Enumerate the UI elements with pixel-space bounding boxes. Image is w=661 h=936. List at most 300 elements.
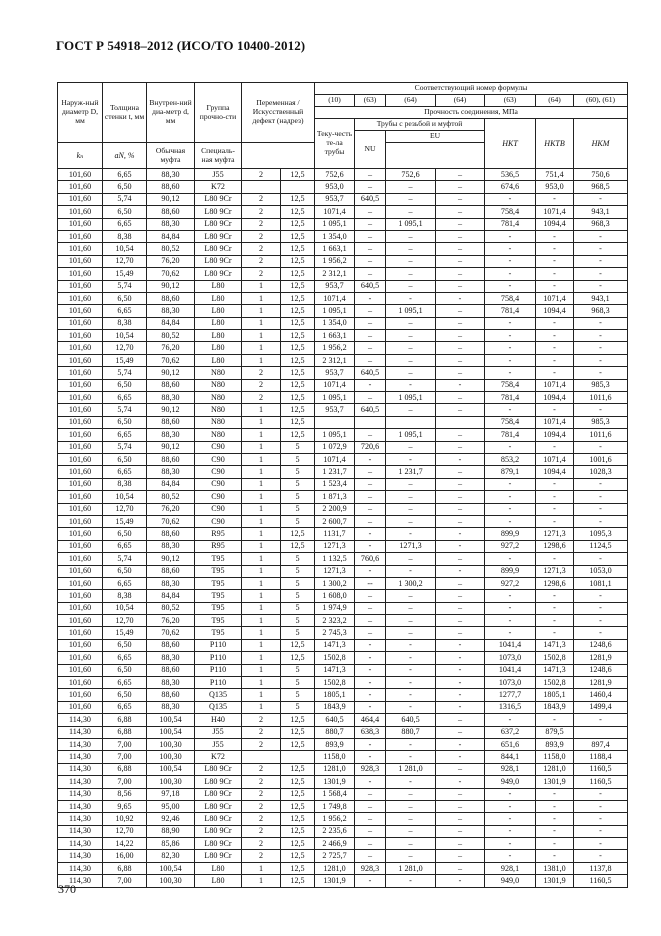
table-cell: 12,5 (281, 776, 315, 788)
table-cell: - (355, 689, 386, 701)
table-cell: - (574, 441, 628, 453)
table-cell: - (574, 243, 628, 255)
table-cell: – (386, 850, 436, 862)
table-cell: 844,1 (485, 751, 536, 763)
table-cell: 2 600,7 (315, 515, 355, 527)
table-cell: - (574, 825, 628, 837)
table-cell: R95 (195, 540, 242, 552)
table-cell: 5 (281, 491, 315, 503)
table-cell: – (386, 193, 436, 205)
header-threaded: Трубы с резьбой и муфтой (355, 119, 485, 131)
table-cell: 101,60 (58, 392, 103, 404)
table-cell: 76,20 (147, 255, 195, 267)
table-cell: - (436, 677, 485, 689)
table-cell: – (386, 503, 436, 515)
table-cell: 2 (242, 838, 281, 850)
table-cell: 1 095,1 (386, 429, 436, 441)
table-cell: 12,5 (281, 800, 315, 812)
table-cell: L80 (195, 280, 242, 292)
table-cell: 80,52 (147, 243, 195, 255)
table-cell: - (355, 528, 386, 540)
table-cell: 1 (242, 317, 281, 329)
table-cell: 1 663,1 (315, 243, 355, 255)
table-cell: - (386, 453, 436, 465)
table-cell: 101,60 (58, 652, 103, 664)
table-cell: 6,50 (103, 453, 147, 465)
table-cell: – (355, 169, 386, 181)
table-cell: 100,30 (147, 751, 195, 763)
table-cell: - (355, 701, 386, 713)
table-cell: 12,5 (281, 540, 315, 552)
table-cell: - (536, 714, 574, 726)
table-cell: T95 (195, 577, 242, 589)
table-cell: - (485, 255, 536, 267)
table-cell: 5 (281, 577, 315, 589)
table-cell: 1 095,1 (386, 305, 436, 317)
table-cell: 2 (242, 193, 281, 205)
table-row (58, 491, 628, 503)
table-cell: 100,30 (147, 776, 195, 788)
table-cell: – (436, 354, 485, 366)
table-cell: 1301,9 (536, 776, 574, 788)
table-cell: 1 095,1 (315, 392, 355, 404)
header-nu: NU (355, 131, 386, 169)
table-cell: 12,5 (281, 268, 315, 280)
table-row (58, 404, 628, 416)
table-cell: 1502,8 (536, 652, 574, 664)
table-cell: 1 956,2 (315, 255, 355, 267)
table-cell: - (355, 540, 386, 552)
table-cell: 101,60 (58, 701, 103, 713)
table-cell: 1071,4 (315, 206, 355, 218)
table-cell (281, 751, 315, 763)
table-cell: - (485, 788, 536, 800)
table-cell: Q135 (195, 701, 242, 713)
table-cell: 1 568,4 (315, 788, 355, 800)
table-cell: – (436, 342, 485, 354)
table-cell: 7,00 (103, 751, 147, 763)
table-cell: 758,4 (485, 379, 536, 391)
table-cell: 1 231,7 (386, 466, 436, 478)
table-cell: 1 (242, 491, 281, 503)
table-cell: 88,30 (147, 218, 195, 230)
table-cell: – (386, 800, 436, 812)
table-row (58, 243, 628, 255)
table-cell: 12,70 (103, 342, 147, 354)
table-cell: L80 9Cr (195, 850, 242, 862)
table-cell: 1248,6 (574, 664, 628, 676)
table-cell: 88,60 (147, 292, 195, 304)
table-cell: 76,20 (147, 503, 195, 515)
table-row (58, 354, 628, 366)
table-cell: - (386, 292, 436, 304)
table-cell: 953,7 (315, 367, 355, 379)
table-cell: 12,5 (281, 305, 315, 317)
table-cell: 101,60 (58, 478, 103, 490)
table-cell: – (355, 825, 386, 837)
table-cell: - (574, 615, 628, 627)
table-cell: 12,70 (103, 255, 147, 267)
table-cell: - (536, 553, 574, 565)
table-cell: – (355, 503, 386, 515)
formula-number: (64) (536, 95, 574, 107)
table-cell: 114,30 (58, 714, 103, 726)
table-cell: 6,88 (103, 862, 147, 874)
table-cell: 1 (242, 280, 281, 292)
table-cell: 90,12 (147, 367, 195, 379)
table-cell: 12,5 (281, 354, 315, 366)
table-cell: – (436, 788, 485, 800)
table-cell: – (355, 230, 386, 242)
table-cell: - (536, 330, 574, 342)
table-cell: 1 (242, 615, 281, 627)
table-cell: 2 (242, 255, 281, 267)
table-cell: 5 (281, 615, 315, 627)
header-nktv: НКТВ (536, 119, 574, 169)
table-cell: L80 (195, 342, 242, 354)
table-cell: K72 (195, 751, 242, 763)
table-cell: - (485, 317, 536, 329)
table-cell: 88,30 (147, 540, 195, 552)
table-cell: 1 523,4 (315, 478, 355, 490)
table-cell: 88,30 (147, 652, 195, 664)
table-cell: 1071,4 (315, 379, 355, 391)
table-cell: – (355, 218, 386, 230)
table-cell: - (574, 268, 628, 280)
table-cell: 1011,6 (574, 392, 628, 404)
table-cell: – (386, 813, 436, 825)
table-cell: - (386, 652, 436, 664)
table-cell: – (386, 590, 436, 602)
table-cell: 1160,5 (574, 776, 628, 788)
table-cell: 88,60 (147, 453, 195, 465)
table-cell: – (436, 800, 485, 812)
table-cell: – (436, 243, 485, 255)
table-cell: – (386, 515, 436, 527)
table-row (58, 726, 628, 738)
table-cell: 12,5 (281, 726, 315, 738)
table-cell: - (386, 751, 436, 763)
table-cell: 893,9 (315, 738, 355, 750)
table-cell: 12,5 (281, 652, 315, 664)
header-nkt: НКТ (485, 119, 536, 169)
table-cell: – (436, 627, 485, 639)
table-cell: 2 (242, 206, 281, 218)
table-cell: 1158,0 (315, 751, 355, 763)
table-cell: L80 9Cr (195, 838, 242, 850)
table-cell: - (355, 453, 386, 465)
table-cell: 2 (242, 714, 281, 726)
table-cell: 1041,4 (485, 664, 536, 676)
table-cell: - (536, 354, 574, 366)
table-cell: 1277,7 (485, 689, 536, 701)
table-cell: - (386, 565, 436, 577)
table-row (58, 615, 628, 627)
table-cell: - (355, 664, 386, 676)
table-cell: - (574, 590, 628, 602)
table-cell: - (485, 553, 536, 565)
table-cell: – (436, 230, 485, 242)
table-cell: 1 (242, 627, 281, 639)
table-cell: 1843,9 (315, 701, 355, 713)
table-cell: 16,00 (103, 850, 147, 862)
table-cell: 640,5 (355, 404, 386, 416)
table-cell: 84,84 (147, 230, 195, 242)
table-cell: - (536, 280, 574, 292)
table-cell: - (485, 342, 536, 354)
table-cell: - (355, 677, 386, 689)
table-cell: - (574, 503, 628, 515)
table-cell: 101,60 (58, 292, 103, 304)
table-cell: 1281,9 (574, 677, 628, 689)
table-cell: 985,3 (574, 416, 628, 428)
table-cell: 15,49 (103, 354, 147, 366)
table-cell: 6,50 (103, 379, 147, 391)
table-cell: - (436, 664, 485, 676)
table-cell: 8,38 (103, 230, 147, 242)
table-cell: 1094,4 (536, 392, 574, 404)
table-cell: - (355, 639, 386, 651)
table-cell: 2 (242, 367, 281, 379)
table-cell: 1073,0 (485, 677, 536, 689)
table-cell: 101,60 (58, 305, 103, 317)
table-cell: 2 200,9 (315, 503, 355, 515)
table-cell: 12,5 (281, 862, 315, 874)
table-cell: – (355, 392, 386, 404)
table-cell: 6,65 (103, 429, 147, 441)
table-cell: 1271,3 (536, 565, 574, 577)
table-row (58, 875, 628, 887)
table-cell: 2 (242, 738, 281, 750)
table-cell: - (574, 317, 628, 329)
table-cell: 101,60 (58, 169, 103, 181)
table-cell: N80 (195, 379, 242, 391)
table-cell: C90 (195, 441, 242, 453)
table-cell: - (436, 292, 485, 304)
table-cell: - (436, 738, 485, 750)
table-cell: - (355, 652, 386, 664)
document-title: ГОСТ Р 54918–2012 (ИСО/ТО 10400-2012) (56, 38, 306, 53)
table-cell: 10,92 (103, 813, 147, 825)
table-cell: - (386, 639, 436, 651)
table-cell: P110 (195, 652, 242, 664)
table-cell: 949,0 (485, 875, 536, 887)
table-cell: 1 (242, 429, 281, 441)
table-cell: N80 (195, 392, 242, 404)
table-cell: - (574, 230, 628, 242)
table-cell: 101,60 (58, 639, 103, 651)
table-cell: – (436, 255, 485, 267)
table-cell: - (536, 503, 574, 515)
table-row (58, 181, 628, 193)
table-cell: 101,60 (58, 553, 103, 565)
table-cell: 8,38 (103, 478, 147, 490)
table-cell: 5,74 (103, 280, 147, 292)
table-cell: 12,5 (281, 230, 315, 242)
table-cell (436, 416, 485, 428)
table-cell: - (536, 602, 574, 614)
table-cell: 1137,8 (574, 862, 628, 874)
table-cell: 928,3 (355, 763, 386, 775)
table-cell: L80 9Cr (195, 763, 242, 775)
table-cell: 1071,4 (315, 292, 355, 304)
table-cell: 6,50 (103, 206, 147, 218)
table-cell: - (574, 838, 628, 850)
table-cell: 1301,9 (315, 875, 355, 887)
table-cell: 1 095,1 (315, 305, 355, 317)
table-cell: 640,5 (355, 193, 386, 205)
table-cell: 101,60 (58, 602, 103, 614)
table-cell: 101,60 (58, 193, 103, 205)
table-cell: 758,4 (485, 206, 536, 218)
table-cell: 82,30 (147, 850, 195, 862)
table-cell: - (485, 404, 536, 416)
table-cell: - (485, 354, 536, 366)
table-cell: - (536, 800, 574, 812)
table-cell: 114,30 (58, 862, 103, 874)
table-cell: – (436, 838, 485, 850)
table-cell: - (485, 515, 536, 527)
table-cell: K72 (195, 181, 242, 193)
table-cell: - (436, 751, 485, 763)
table-row (58, 577, 628, 589)
table-cell: 1094,4 (536, 218, 574, 230)
table-cell: - (574, 342, 628, 354)
table-cell: – (436, 367, 485, 379)
table-cell: 6,88 (103, 714, 147, 726)
table-cell: N80 (195, 416, 242, 428)
table-cell: 2 (242, 726, 281, 738)
table-cell: 88,60 (147, 664, 195, 676)
table-row (58, 800, 628, 812)
table-cell: 751,4 (536, 169, 574, 181)
table-row (58, 342, 628, 354)
table-cell: N80 (195, 367, 242, 379)
table-cell: 6,88 (103, 763, 147, 775)
table-cell: – (386, 243, 436, 255)
table-cell: 1095,3 (574, 528, 628, 540)
table-cell: 953,0 (536, 181, 574, 193)
table-cell: 1188,4 (574, 751, 628, 763)
table-cell: 12,70 (103, 825, 147, 837)
table-cell: 101,60 (58, 367, 103, 379)
table-cell: 1 095,1 (386, 218, 436, 230)
table-cell: 953,7 (315, 193, 355, 205)
table-cell: 12,5 (281, 206, 315, 218)
table-cell: 1094,4 (536, 305, 574, 317)
table-cell: H40 (195, 714, 242, 726)
table-row (58, 602, 628, 614)
table-cell: – (355, 515, 386, 527)
table-cell: 880,7 (315, 726, 355, 738)
table-cell: – (386, 478, 436, 490)
table-cell: – (386, 268, 436, 280)
table-cell: 90,12 (147, 441, 195, 453)
table-cell: 928,1 (485, 862, 536, 874)
table-cell: 12,5 (281, 292, 315, 304)
table-cell: – (355, 788, 386, 800)
table-cell: 1 095,1 (386, 392, 436, 404)
table-cell: 2 323,2 (315, 615, 355, 627)
table-cell: 114,30 (58, 875, 103, 887)
table-cell: 1843,9 (536, 701, 574, 713)
table-cell: 2 (242, 763, 281, 775)
table-cell: 101,60 (58, 280, 103, 292)
table-cell: L80 (195, 317, 242, 329)
table-cell: - (536, 193, 574, 205)
table-cell: 752,6 (386, 169, 436, 181)
table-cell: 88,30 (147, 677, 195, 689)
table-cell: – (386, 342, 436, 354)
table-cell: 12,70 (103, 503, 147, 515)
table-cell: 12,5 (281, 218, 315, 230)
table-cell: – (386, 553, 436, 565)
table-cell: 12,5 (281, 714, 315, 726)
table-cell: 651,6 (485, 738, 536, 750)
table-cell: 1301,9 (536, 875, 574, 887)
table-cell: – (386, 838, 436, 850)
table-cell: 897,4 (574, 738, 628, 750)
table-cell: 5,74 (103, 553, 147, 565)
table-cell: - (574, 354, 628, 366)
table-cell: - (574, 553, 628, 565)
table-cell: - (355, 875, 386, 887)
table-row (58, 429, 628, 441)
table-cell: 101,60 (58, 615, 103, 627)
table-cell: – (436, 478, 485, 490)
table-cell: 6,50 (103, 565, 147, 577)
table-cell: J55 (195, 169, 242, 181)
table-cell: 101,60 (58, 491, 103, 503)
table-cell: - (536, 515, 574, 527)
table-cell: 1471,3 (536, 639, 574, 651)
table-cell: 5 (281, 701, 315, 713)
table-cell: 781,4 (485, 305, 536, 317)
formula-number: (64) (436, 95, 485, 107)
table-cell: 101,60 (58, 565, 103, 577)
table-cell: 1 (242, 701, 281, 713)
table-cell: - (536, 268, 574, 280)
table-cell: – (436, 193, 485, 205)
formula-number: (64) (386, 95, 436, 107)
table-cell: - (355, 776, 386, 788)
table-cell: 101,60 (58, 230, 103, 242)
table-cell: - (485, 800, 536, 812)
table-cell: -- (355, 577, 386, 589)
table-cell: 12,5 (281, 169, 315, 181)
table-cell: 6,50 (103, 416, 147, 428)
table-row (58, 453, 628, 465)
table-row (58, 776, 628, 788)
table-row (58, 330, 628, 342)
table-cell: 7,00 (103, 875, 147, 887)
formula-number: (10) (315, 95, 355, 107)
table-row (58, 280, 628, 292)
table-cell: 5,74 (103, 193, 147, 205)
table-cell: 114,30 (58, 850, 103, 862)
table-cell: 1 132,5 (315, 553, 355, 565)
table-cell: 88,30 (147, 429, 195, 441)
table-cell: – (355, 317, 386, 329)
table-cell: – (436, 466, 485, 478)
table-cell: L80 9Cr (195, 813, 242, 825)
table-cell: 2 (242, 776, 281, 788)
table-cell: 12,5 (281, 813, 315, 825)
table-cell: - (485, 280, 536, 292)
table-cell: – (386, 255, 436, 267)
table-cell: – (436, 553, 485, 565)
table-cell: 943,1 (574, 206, 628, 218)
